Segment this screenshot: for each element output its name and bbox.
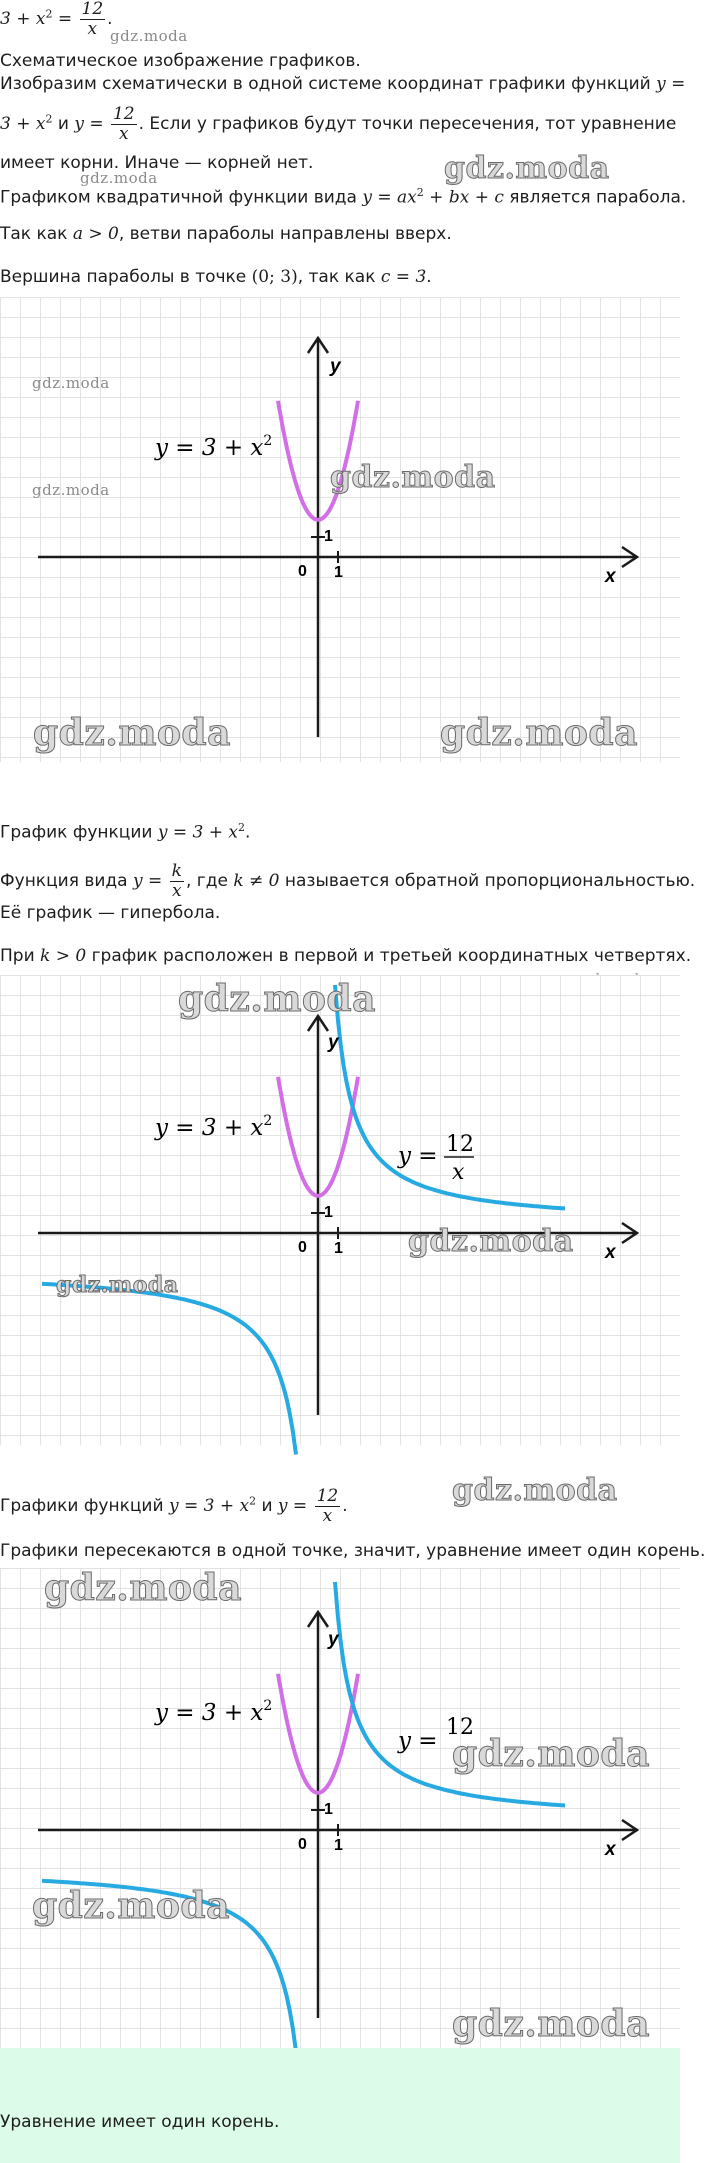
watermark: gdz.moda <box>452 1733 650 1775</box>
graph-svg <box>0 975 680 1445</box>
parabola-label: $y = 3 + x^2$ <box>155 1698 273 1726</box>
tick-x-label: 1 <box>334 564 343 581</box>
tick-y-label: 1 <box>324 1801 333 1818</box>
y-axis-label: y <box>328 1629 339 1650</box>
watermark: gdz.moda <box>444 151 610 186</box>
y-axis-label: y <box>328 1032 339 1053</box>
tick-y-label: 1 <box>324 528 333 545</box>
watermark: gdz.moda <box>32 1885 230 1927</box>
paragraph-hyperbola: Её график — гипербола. <box>0 903 221 923</box>
watermark: gdz.moda <box>80 169 158 187</box>
hyperbola-branch-third-quadrant <box>42 1284 296 1455</box>
paragraph-quadratic: Графиком квадратичной функции вида $y = ax^2$ + bx + c является парабола. <box>0 186 687 208</box>
hyperbola-label-lhs: y = <box>398 1143 438 1169</box>
watermark: gdz.moda <box>330 460 496 495</box>
hyperbola-label-num: 12 <box>446 1715 474 1740</box>
x-axis-label: x <box>605 1839 616 1860</box>
watermark: gdz.moda <box>44 1567 242 1609</box>
watermark: gdz.moda <box>33 712 231 754</box>
graph-svg <box>0 1568 680 2048</box>
watermark: gdz.moda <box>408 1224 574 1259</box>
watermark: gdz.moda <box>32 481 110 499</box>
parabola-label: $y = 3 + x^2$ <box>155 1113 273 1141</box>
tick-x-label: 1 <box>334 1240 343 1257</box>
watermark: gdz.moda <box>56 1272 179 1298</box>
caption-both-graphs: Графики функций $y = 3 + x^2$ и y = $\frac{12}{x}$ . <box>0 1486 348 1526</box>
tick-y-label: 1 <box>324 1204 333 1221</box>
watermark: gdz.moda <box>440 712 638 754</box>
answer-text: Уравнение имеет один корень. <box>0 2112 280 2132</box>
watermark: gdz.moda <box>110 27 188 45</box>
origin-label: 0 <box>298 1239 307 1256</box>
watermark: gdz.moda <box>178 978 376 1020</box>
x-axis-label: x <box>605 1242 616 1263</box>
x-axis-label: x <box>605 566 616 587</box>
origin-label: 0 <box>298 563 307 580</box>
paragraph-intro-line3: имеет корни. Иначе — корней нет. <box>0 153 314 173</box>
graph-svg <box>0 297 680 762</box>
tick-x-label: 1 <box>334 1837 343 1854</box>
paragraph-branches: Так как a > 0, ветви параболы направлены вверх. <box>0 224 452 244</box>
paragraph-inverse: Функция вида y = $\frac{k}{x}$ , где k ≠ 0 называется обратной пропорциональностью. <box>0 861 696 901</box>
watermark: gdz.moda <box>452 2003 650 2045</box>
paragraph-intersection: Графики пересекаются в одной точке, значит, уравнение имеет один корень. <box>0 1541 705 1561</box>
paragraph-intro: Изобразим схематически в одной системе координат графики функций y = <box>0 74 686 94</box>
paragraph-quadrants: При k > 0 график расположен в первой и третьей координатных четвертях. <box>0 946 692 966</box>
graph-parabola-hyperbola <box>0 975 680 1445</box>
watermark: gdz.moda <box>452 1473 618 1508</box>
origin-label: 0 <box>298 1836 307 1853</box>
paragraph-intro-line2: $3 + x^2$ и y = $\frac{12}{x}$ . Если у графиков будут точки пересечения, тот уравнение <box>0 104 677 144</box>
hyperbola-label-num: 12 <box>446 1132 474 1157</box>
graph-intersection <box>0 1568 680 2048</box>
caption-parabola: График функции $y = 3 + x^2$. <box>0 821 251 843</box>
paragraph-vertex: Вершина параболы в точке (0; 3), так как c = 3. <box>0 267 432 287</box>
hyperbola-label-lhs: y = <box>398 1728 438 1754</box>
answer-box <box>0 2048 680 2163</box>
hyperbola-label-den: x <box>452 1160 465 1185</box>
watermark: gdz.moda <box>32 374 110 392</box>
intro-equation: $3 + x^2$ = $\frac{12}{x}$ . <box>0 0 113 39</box>
y-axis-label: y <box>330 356 341 377</box>
graph-parabola <box>0 297 680 762</box>
heading: Схематическое изображение графиков. <box>0 51 361 71</box>
parabola-label: $y = 3 + x^2$ <box>155 433 273 461</box>
